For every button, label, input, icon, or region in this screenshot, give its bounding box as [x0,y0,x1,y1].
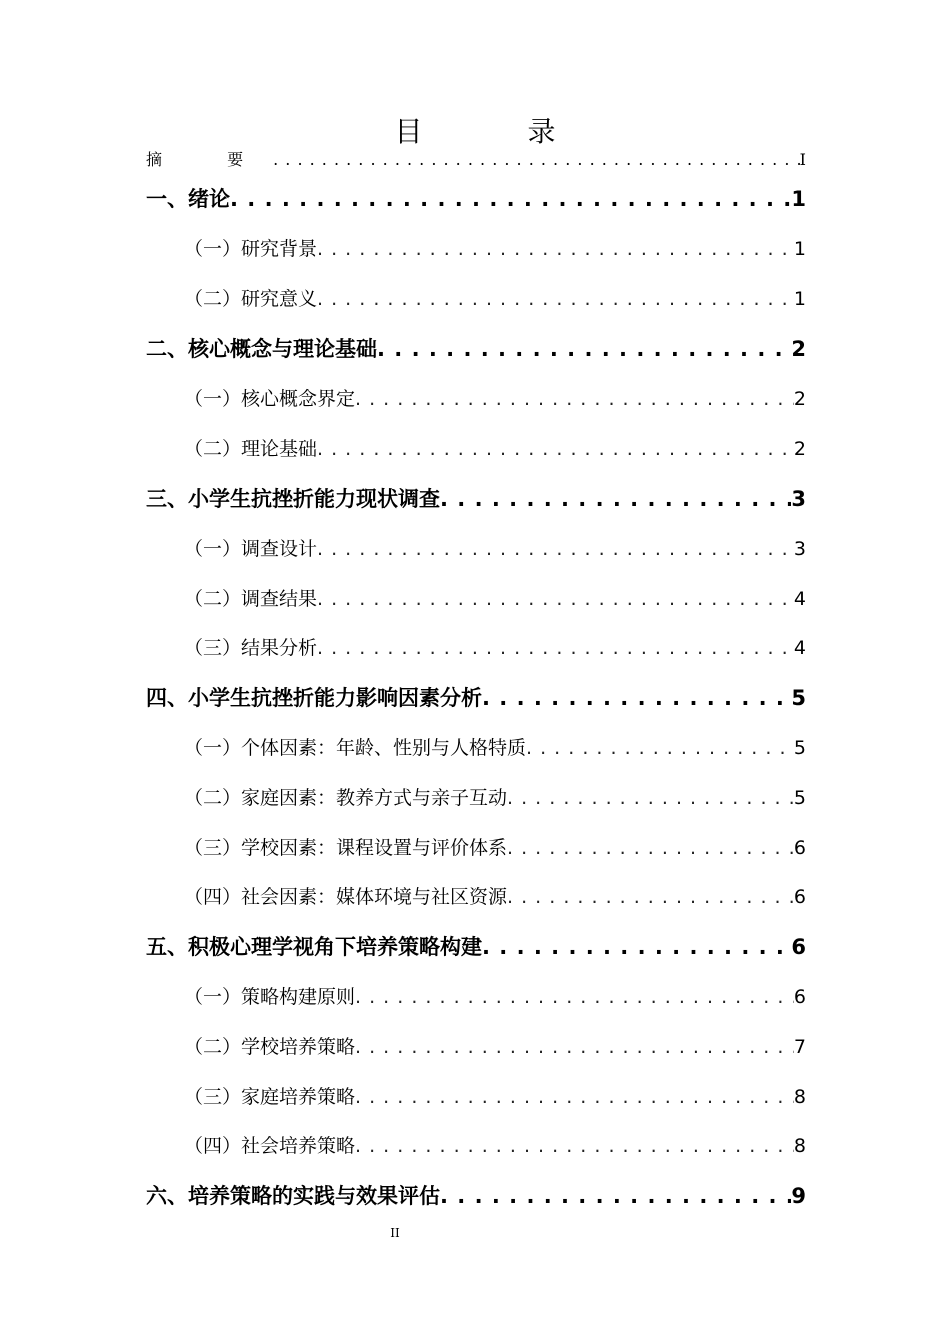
toc-page-number: 4 [793,637,806,659]
leader-dots [507,784,794,812]
toc-page-number: 6 [793,837,806,859]
toc-page-number: 2 [791,337,806,361]
leader-dots [317,235,794,263]
toc-page-number: 8 [793,1086,806,1108]
footer-page-number: II [390,1226,400,1240]
toc-page-number: 6 [793,986,806,1008]
toc-label: 五、积极心理学视角下培养策略构建 [146,935,482,959]
toc-page-number: 3 [791,487,806,511]
toc-entry-section[interactable] [184,834,806,862]
toc-label: 一、绪论 [146,187,230,211]
toc-page-number: 7 [793,1036,806,1058]
toc-entry-section[interactable] [184,1083,806,1111]
toc-entry-section[interactable] [184,435,806,463]
toc-page-number: 2 [793,438,806,460]
toc-page-number: 9 [791,1184,806,1208]
toc-entry-section[interactable] [184,634,806,662]
toc-label: （一）核心概念界定 [184,388,356,410]
toc-entry-section[interactable] [184,1033,806,1061]
toc-entry-section[interactable] [184,585,806,613]
leader-dots [355,1033,794,1061]
toc-entry-section[interactable] [184,1132,806,1160]
toc-label: （四）社会因素：媒体环境与社区资源 [184,886,508,908]
toc-entry-section[interactable] [184,784,806,812]
leader-dots [230,184,791,214]
toc-label: （一）个体因素：年龄、性别与人格特质 [184,737,527,759]
toc-page-number: 5 [793,787,806,809]
leader-dots [317,585,794,613]
toc-page-number: 5 [793,737,806,759]
leader-dots [440,1181,791,1211]
toc-entry-section[interactable] [184,235,806,263]
toc-entry-section[interactable] [184,285,806,313]
toc-page-number: 6 [793,886,806,908]
toc-page-number: 4 [793,588,806,610]
leader-dots [317,435,794,463]
toc-page-number: I [799,150,806,169]
toc-page-number: 1 [791,187,806,211]
toc-label: （三）结果分析 [184,637,318,659]
toc-label: （二）学校培养策略 [184,1036,356,1058]
toc-page-number: 3 [793,538,806,560]
toc-label: （一）策略构建原则 [184,986,356,1008]
leader-dots [526,734,794,762]
toc-entry-chapter-3[interactable] [146,484,806,514]
toc-entry-section[interactable] [184,883,806,911]
leader-dots [317,285,794,313]
toc-entry-section[interactable] [184,734,806,762]
leader-dots [507,883,794,911]
leader-dots [273,148,800,172]
leader-dots [440,484,791,514]
toc-page-number: 1 [793,288,806,310]
toc-page-number: 6 [791,935,806,959]
toc-label: （四）社会培养策略 [184,1135,356,1157]
toc-entry-section[interactable] [184,385,806,413]
toc-page-number: 1 [793,238,806,260]
toc-label: （二）研究意义 [184,288,318,310]
toc-page-number: 2 [793,388,806,410]
toc-label: 六、培养策略的实践与效果评估 [146,1184,440,1208]
toc-label: 三、小学生抗挫折能力现状调查 [146,487,440,511]
toc-label: （一）调查设计 [184,538,318,560]
toc-entry-chapter-4[interactable] [146,683,806,713]
toc-label: （三）家庭培养策略 [184,1086,356,1108]
toc-label: 二、核心概念与理论基础 [146,337,377,361]
leader-dots [355,983,794,1011]
toc-page-number: 8 [793,1135,806,1157]
toc-label: （三）学校因素：课程设置与评价体系 [184,837,508,859]
toc-page-number: 5 [791,686,806,710]
toc-entry-chapter-5[interactable] [146,932,806,962]
toc-entry-section[interactable] [184,983,806,1011]
toc-entry-abstract[interactable] [146,148,806,172]
leader-dots [377,334,791,364]
leader-dots [482,932,791,962]
toc-entry-section[interactable] [184,535,806,563]
toc-label: （二）家庭因素：教养方式与亲子互动 [184,787,508,809]
leader-dots [355,1083,794,1111]
leader-dots [355,385,794,413]
leader-dots [317,535,794,563]
leader-dots [507,834,794,862]
leader-dots [482,683,791,713]
page-title: 目 录 [394,115,604,148]
toc-label: （二）调查结果 [184,588,318,610]
toc-label: 四、小学生抗挫折能力影响因素分析 [146,686,482,710]
toc-entry-chapter-2[interactable] [146,334,806,364]
toc-entry-chapter-6[interactable] [146,1181,806,1211]
toc-label: （一）研究背景 [184,238,318,260]
leader-dots [317,634,794,662]
toc-label: 摘 要 [146,150,274,169]
leader-dots [355,1132,794,1160]
toc-entry-chapter-1[interactable] [146,184,806,214]
toc-label: （二）理论基础 [184,438,318,460]
